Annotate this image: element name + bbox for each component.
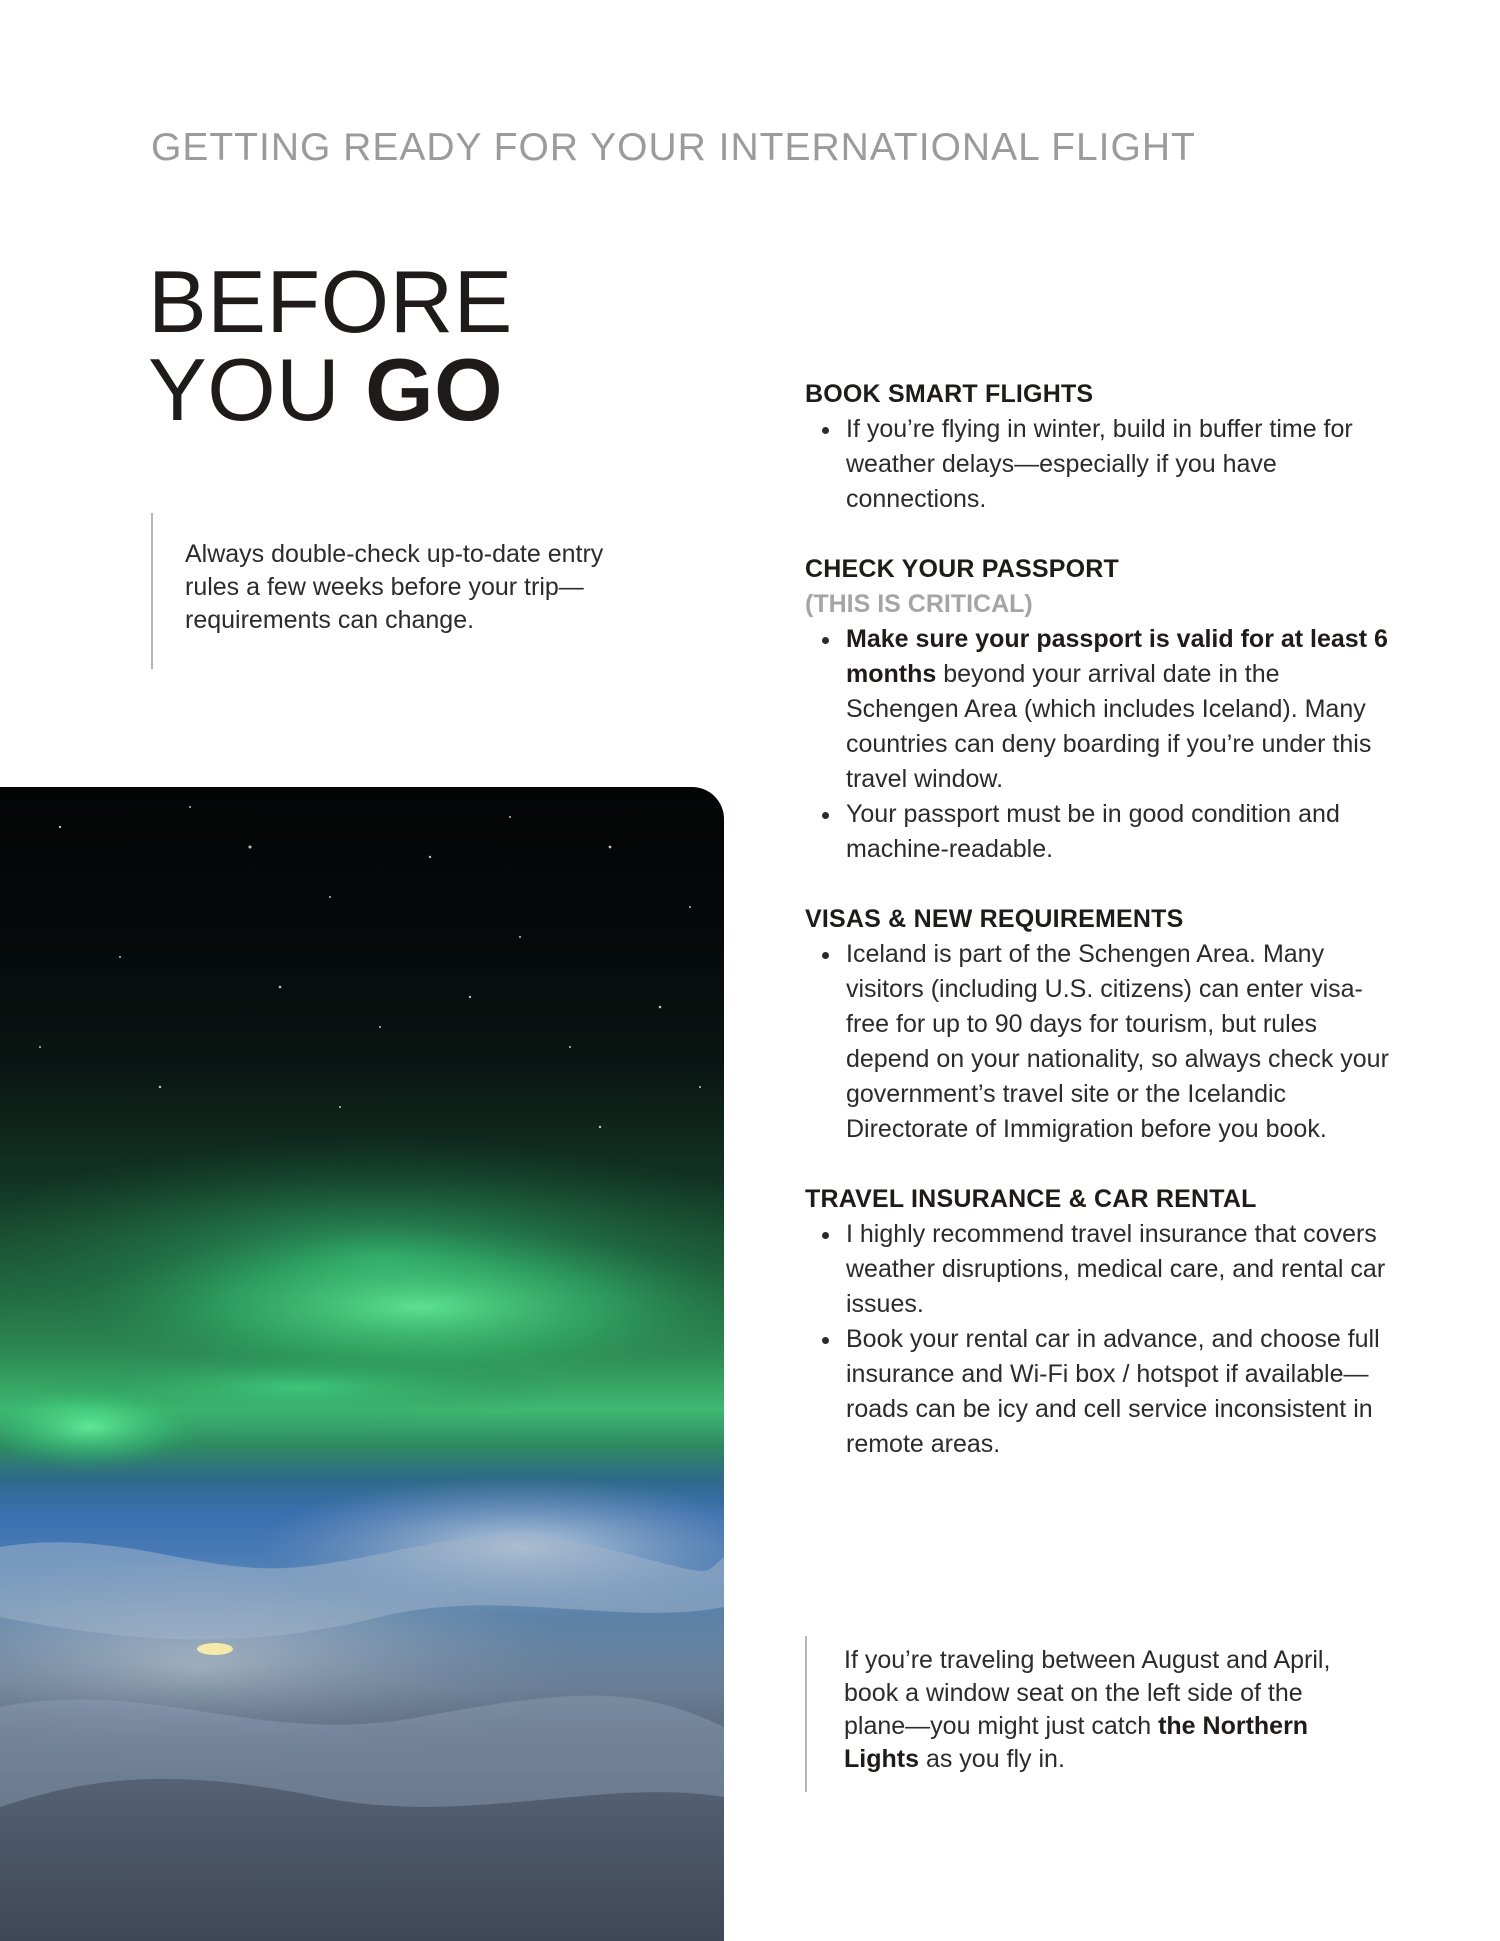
section-title: CHECK YOUR PASSPORT: [805, 555, 1120, 583]
bullet-list: [805, 622, 1390, 867]
list-item: Iceland is part of the Schengen Area. Many visitors (including U.S. citizens) can enter visa-free for up to 90 days for tourism, but rules depend on your nationality, so always check your government’s travel site or the Icelandic Directorate of Immigration before you book.: [805, 937, 1390, 1147]
section-check-passport: [805, 552, 1390, 867]
section-title: VISAS & NEW REQUIREMENTS: [805, 905, 1184, 933]
section-title: BOOK SMART FLIGHTS: [805, 380, 1094, 408]
title-bold: GO: [365, 340, 504, 439]
bullet-list: [805, 1217, 1390, 1462]
section-book-smart-flights: [805, 377, 1390, 517]
item-text: beyond your arrival date in the Schengen Area (which includes Iceland). Many countries can deny boarding if you’re under this travel window.: [846, 660, 1372, 793]
list-item: Book your rental car in advance, and choose full insurance and Wi-Fi box / hotspot if available—roads can be icy and cell service inconsistent in remote areas.: [805, 1322, 1390, 1462]
aurora-photo-art: [0, 787, 724, 1941]
bullet-list: [805, 937, 1390, 1147]
page-title: [148, 252, 513, 439]
callout-emphasis: the Northern Lights: [844, 1712, 1309, 1773]
bullet-list: [805, 412, 1390, 517]
list-item: If you’re flying in winter, build in buffer time for weather delays—especially if you have connections.: [805, 412, 1390, 517]
page-eyebrow: GETTING READY FOR YOUR INTERNATIONAL FLIGHT: [151, 126, 1196, 169]
section-title: TRAVEL INSURANCE & CAR RENTAL: [805, 1185, 1257, 1213]
list-item: [805, 622, 1390, 797]
callout-text-before: If you’re traveling between August and April, book a window seat on the left side of the plane—you might just catch: [844, 1646, 1331, 1740]
list-item: I highly recommend travel insurance that covers weather disruptions, medical care, and rental car issues.: [805, 1217, 1390, 1322]
title-line-2: [148, 340, 513, 439]
emphasis-text: Make sure your passport is valid for at least 6 months: [846, 625, 1388, 688]
section-visas: [805, 902, 1390, 1147]
list-item: Your passport must be in good condition and machine-readable.: [805, 797, 1390, 867]
section-insurance-car-rental: [805, 1182, 1390, 1462]
aurora-photo: [0, 787, 724, 1941]
northern-lights-callout: [805, 1636, 1365, 1792]
callout-text-after: as you fly in.: [919, 1745, 1065, 1773]
entry-rules-callout: [151, 513, 641, 669]
entry-rules-text: Always double-check up-to-date entry rules a few weeks before your trip—requirements can change.: [185, 540, 604, 634]
tips-content: [805, 377, 1390, 1497]
title-line-1: BEFORE: [148, 252, 513, 351]
title-regular: YOU: [148, 340, 366, 439]
section-subtitle: (THIS IS CRITICAL): [805, 590, 1033, 618]
